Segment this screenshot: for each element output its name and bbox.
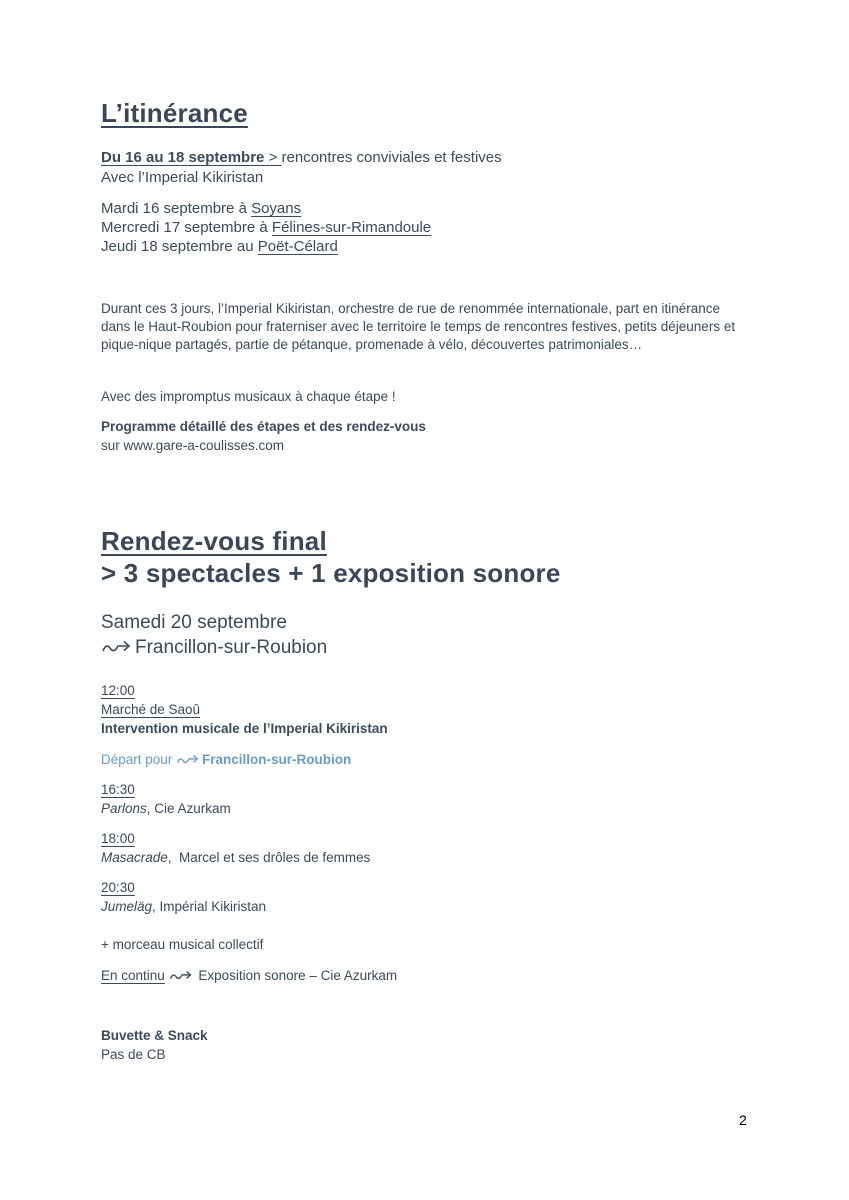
stop-line-1 (101, 199, 301, 218)
time-12-00: 12:00 (101, 683, 135, 698)
squiggle-arrow-icon (176, 754, 202, 767)
stop-place-link[interactable]: Soyans (251, 200, 302, 217)
buvette-title: Buvette & Snack (101, 1028, 208, 1043)
dates-link[interactable]: Du 16 au 18 septembre (101, 149, 265, 166)
extra-line: + morceau musical collectif (101, 937, 264, 952)
show-time: 16:30 (101, 782, 135, 797)
show-time: 18:00 (101, 831, 135, 846)
squiggle-arrow-icon (169, 970, 195, 983)
buvette-note: Pas de CB (101, 1047, 166, 1062)
itinerance-description: Durant ces 3 jours, l’Imperial Kikiristan, orchestre de rue de renommée internationale, part en itinérance dans le Haut-Roubion pour fraterniser avec le territoire le temps de rencontres festives, petits déjeuners et pique-nique partagés, partie de pétanque, promenade à vélo, découvertes patrimoniales… (101, 301, 736, 352)
stop-prefix: Jeudi 18 septembre au (101, 238, 258, 255)
itinerance-title-text: L’itinérance (101, 98, 248, 128)
stop-place-link[interactable]: Poët-Célard (257, 238, 338, 255)
continuous-line (101, 967, 397, 984)
departure-place: Francillon-sur-Roubion (202, 752, 352, 767)
event-place-line (101, 636, 327, 660)
show-title: Parlons (101, 801, 147, 816)
show-line (101, 849, 370, 866)
dates-description: rencontres conviviales et festives (281, 149, 502, 166)
departure-prefix: Départ pour (101, 752, 177, 767)
page-number: 2 (739, 1112, 747, 1128)
show-line (101, 898, 266, 915)
show-company: , Impérial Kikiristan (152, 899, 267, 914)
stop-line-2 (101, 218, 431, 237)
continuous-label: En continu (101, 968, 165, 983)
stop-prefix: Mercredi 17 septembre à (101, 219, 272, 236)
section-subtitle-spectacles: > 3 spectacles + 1 exposition sonore (101, 558, 561, 588)
section-title-rendez-vous (101, 526, 327, 557)
dates-line (101, 148, 502, 167)
continuous-description: Exposition sonore – Cie Azurkam (194, 968, 398, 983)
marche-location[interactable]: Marché de Saoû (101, 702, 201, 717)
squiggle-arrow-icon (101, 640, 135, 656)
show-title: Masacrade (101, 850, 168, 865)
show-company: , Cie Azurkam (146, 801, 231, 816)
show-title: Jumeläg (101, 899, 153, 914)
departure-line (101, 751, 351, 768)
stop-place-link[interactable]: Félines-sur-Rimandoule (271, 219, 432, 236)
section-title-itinerance (101, 98, 248, 129)
rendez-vous-title-text: Rendez-vous final (101, 526, 327, 556)
show-time: 20:30 (101, 880, 135, 895)
impromptus-line: Avec des impromptus musicaux à chaque étape ! (101, 389, 396, 404)
show-company: , Marcel et ses drôles de femmes (167, 850, 371, 865)
show-line (101, 800, 231, 817)
dates-separator: > (264, 149, 282, 166)
programme-heading: Programme détaillé des étapes et des rendez-vous (101, 419, 426, 434)
event-date: Samedi 20 septembre (101, 612, 287, 633)
stop-prefix: Mardi 16 septembre à (101, 200, 252, 217)
with-line: Avec l’Imperial Kikiristan (101, 169, 264, 186)
intervention-description: Intervention musicale de l’Imperial Kikiristan (101, 721, 388, 736)
stop-line-3 (101, 237, 338, 256)
event-place: Francillon-sur-Roubion (135, 637, 328, 658)
programme-website[interactable]: sur www.gare-a-coulisses.com (101, 438, 285, 453)
